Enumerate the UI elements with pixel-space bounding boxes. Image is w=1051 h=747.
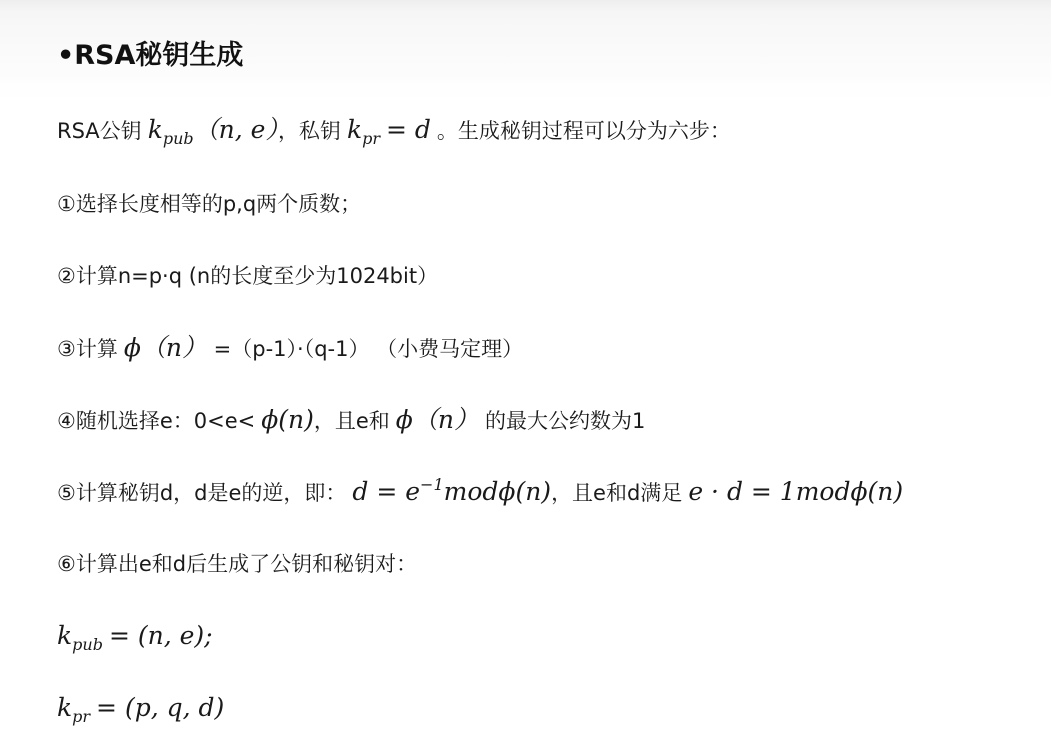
result-public-key	[57, 620, 213, 653]
formula-d-inverse: $d = e^{-1}mod\phi(n)$	[352, 475, 552, 506]
intro-paragraph	[57, 114, 731, 147]
step-2: ②计算n=p·q (n的长度至少为1024bit）	[57, 264, 439, 288]
formula-ed-congruence: e · d = 1modϕ(n)	[688, 477, 904, 506]
intro-mid: ，私钥	[277, 119, 341, 143]
intro-suffix: 。生成秘钥过程可以分为六步：	[436, 119, 731, 143]
formula-kpub-result: $k_{pub}$	[57, 621, 103, 654]
formula-phi-n-a: ϕ(n)	[261, 405, 314, 434]
section-heading: •RSA秘钥生成	[57, 40, 244, 71]
formula-phi-n: ϕ（n）	[123, 333, 207, 362]
step-5	[57, 476, 903, 509]
step-4-mid: ，且e和	[313, 409, 390, 433]
step-3-suffix: =（p-1）·（q-1） （小费马定理）	[206, 337, 524, 361]
result-private-key	[57, 692, 224, 725]
step-5-mid: ，且e和d满足	[551, 481, 683, 505]
step-3-prefix: ③计算	[57, 337, 118, 361]
step-5-prefix: ⑤计算秘钥d，d是e的逆，即：	[57, 481, 347, 505]
step-6: ⑥计算出e和d后生成了公钥和秘钥对：	[57, 552, 418, 576]
formula-kpub-rhs: = (n, e);	[108, 621, 213, 650]
formula-kpr-result: $k_{pr}$	[57, 693, 91, 726]
step-3	[57, 332, 523, 365]
formula-kpr: $k_{pr}$	[346, 115, 380, 148]
formula-kpub-args: （n, e）	[193, 115, 278, 144]
step-4-prefix: ④随机选择e：0<e<	[57, 409, 256, 433]
step-4-suffix: 的最大公约数为1	[484, 409, 646, 433]
step-1: ①选择长度相等的p,q两个质数；	[57, 192, 362, 216]
formula-kpr-eq: = d	[385, 115, 431, 144]
intro-prefix: RSA公钥	[57, 119, 142, 143]
formula-kpr-rhs: = (p, q, d)	[96, 693, 225, 722]
step-4	[57, 404, 645, 437]
formula-kpub: $k_{pub}$	[147, 115, 194, 148]
formula-phi-n-b: ϕ（n）	[395, 405, 479, 434]
